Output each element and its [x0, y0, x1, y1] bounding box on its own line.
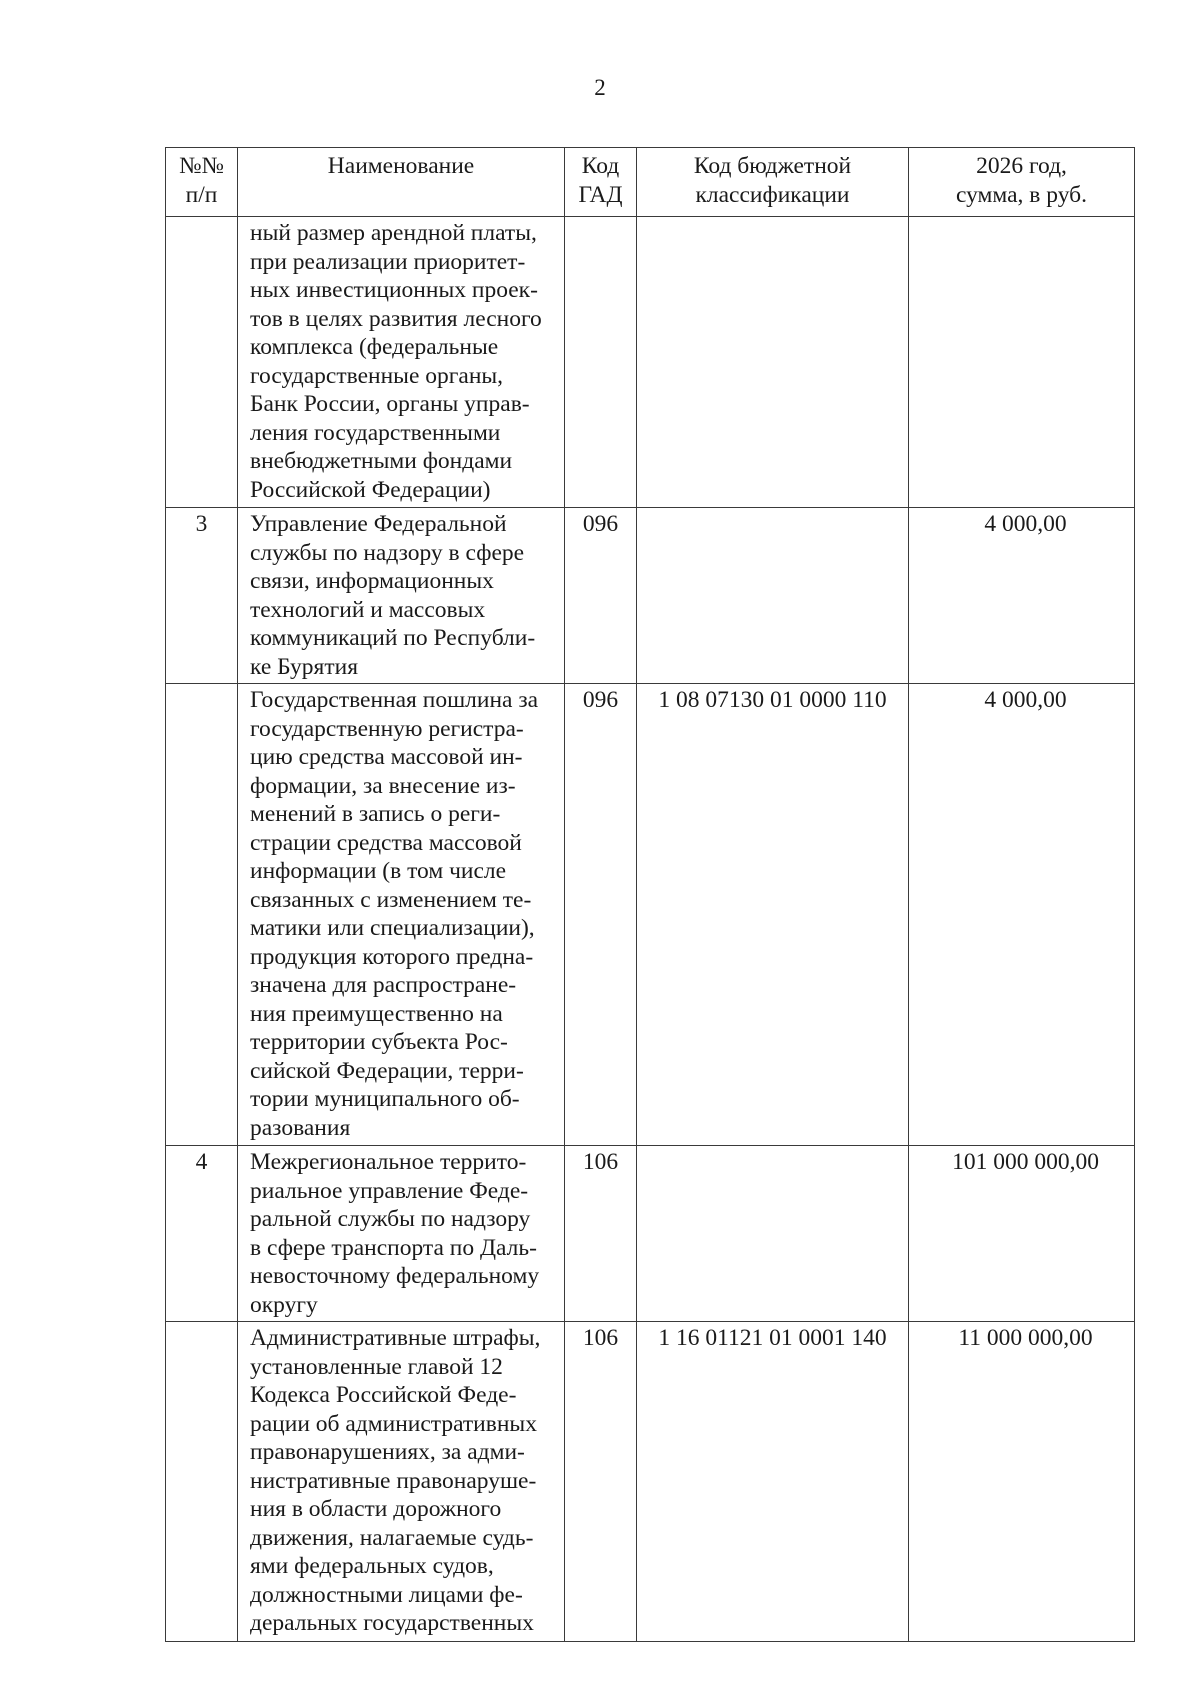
cell-name-line: деральных государственных [250, 1610, 534, 1636]
cell-name-line: ления государственными [250, 419, 501, 446]
table-header-row [166, 148, 1135, 217]
cell-name-line: матики или специализации), [250, 915, 535, 941]
cell-name-line: ями федеральных судов, [250, 1553, 494, 1579]
cell-gad: 096 [565, 684, 637, 1146]
header-gad-line: Код [581, 153, 620, 179]
cell-sum [909, 217, 1135, 508]
cell-kbk: 1 08 07130 01 0000 110 [637, 684, 909, 1146]
header-sum-line: 2026 год, [976, 153, 1067, 179]
cell-num: 4 [166, 1146, 238, 1322]
header-num-line: п/п [185, 181, 218, 208]
table-row [166, 508, 1135, 684]
cell-gad: 096 [565, 508, 637, 684]
cell-name-line: тории муниципального об- [250, 1086, 520, 1112]
cell-name-line: Межрегиональное террито- [250, 1149, 527, 1175]
cell-kbk [637, 217, 909, 508]
header-kbk-line: Код бюджетной [693, 153, 852, 179]
cell-num [166, 684, 238, 1146]
cell-name-line: нистративные правонаруше- [250, 1467, 537, 1494]
cell-name-line: ния преимущественно на [250, 1000, 503, 1027]
cell-sum: 4 000,00 [909, 684, 1135, 1146]
cell-name-line: связанных с изменением те- [250, 886, 532, 913]
cell-kbk [637, 1146, 909, 1322]
header-gad-line: ГАД [578, 181, 623, 208]
cell-gad [565, 217, 637, 508]
cell-sum: 11 000 000,00 [909, 1322, 1135, 1642]
cell-name-line: службы по надзору в сфере [250, 539, 525, 566]
cell-sum: 101 000 000,00 [909, 1146, 1135, 1322]
cell-name [238, 684, 565, 1146]
cell-name-line: ный размер арендной платы, [250, 220, 537, 246]
header-name [238, 148, 565, 217]
cell-name-line: должностными лицами фе- [250, 1581, 523, 1608]
cell-name-line: государственные органы, [250, 362, 504, 389]
cell-name-line: информации (в том числе [250, 858, 507, 884]
table-body [166, 217, 1135, 1642]
cell-name-line: сийской Федерации, терри- [250, 1057, 524, 1084]
cell-name-line: коммуникаций по Республи- [250, 625, 536, 651]
cell-name-line: Кодекса Российской Феде- [250, 1382, 517, 1408]
cell-name-line: страции средства массовой [250, 829, 522, 856]
cell-sum: 4 000,00 [909, 508, 1135, 684]
cell-name [238, 1322, 565, 1642]
cell-name-line: Банк России, органы управ- [250, 391, 530, 417]
cell-name-line: риальное управление Феде- [250, 1177, 529, 1204]
cell-name-line: округу [250, 1291, 318, 1318]
cell-name-line: ке Бурятия [250, 653, 359, 680]
table-row [166, 217, 1135, 508]
cell-name-line: в сфере транспорта по Даль- [250, 1234, 537, 1261]
cell-name-line: внебюджетными фондами [250, 448, 513, 474]
cell-name-line: менений в запись о реги- [250, 801, 501, 827]
cell-name-line: при реализации приоритет- [250, 248, 526, 275]
cell-name-line: невосточному федеральному [250, 1263, 540, 1289]
cell-name-line: цию средства массовой ин- [250, 744, 523, 770]
cell-name-line: технологий и массовых [250, 596, 486, 623]
header-kbk-line: классификации [695, 181, 850, 208]
header-sum [909, 148, 1135, 217]
table-row [166, 1322, 1135, 1642]
cell-name [238, 217, 565, 508]
cell-name-line: ных инвестиционных проек- [250, 277, 538, 303]
cell-name-line: ральной службы по надзору [250, 1206, 531, 1232]
page-number: 2 [594, 75, 606, 100]
cell-name-line: рации об административных [250, 1410, 537, 1437]
cell-name-line: Государственная пошлина за [250, 687, 539, 713]
cell-name-line: значена для распростране- [250, 972, 517, 998]
header-num [166, 148, 238, 217]
header-kbk [637, 148, 909, 217]
cell-name-line: формации, за внесение из- [250, 772, 516, 799]
cell-kbk: 1 16 01121 01 0001 140 [637, 1322, 909, 1642]
cell-name-line: тов в целях развития лесного [250, 305, 542, 332]
cell-gad: 106 [565, 1146, 637, 1322]
header-name-line: Наименование [327, 153, 475, 179]
header-num-line: №№ [179, 153, 224, 179]
header-gad [565, 148, 637, 217]
cell-name-line: движения, налагаемые судь- [250, 1524, 534, 1551]
table-row [166, 684, 1135, 1146]
cell-name-line: Административные штрафы, [250, 1325, 541, 1351]
cell-name-line: Управление Федеральной [250, 511, 507, 537]
cell-name-line: ния в области дорожного [250, 1496, 502, 1522]
cell-name [238, 508, 565, 684]
budget-table [165, 147, 1135, 1642]
cell-gad: 106 [565, 1322, 637, 1642]
cell-num [166, 1322, 238, 1642]
cell-name [238, 1146, 565, 1322]
cell-name-line: территории субъекта Рос- [250, 1029, 508, 1055]
cell-name-line: государственную регистра- [250, 715, 524, 742]
cell-num [166, 217, 238, 508]
cell-name-line: продукция которого предна- [250, 943, 534, 970]
header-sum-line: сумма, в руб. [955, 181, 1087, 208]
cell-name-line: Российской Федерации) [250, 476, 491, 503]
cell-kbk [637, 508, 909, 684]
table-row [166, 1146, 1135, 1322]
cell-name-line: комплекса (федеральные [250, 334, 499, 360]
cell-name-line: связи, информационных [250, 568, 494, 594]
cell-num: 3 [166, 508, 238, 684]
cell-name-line: правонарушениях, за адми- [250, 1439, 525, 1465]
cell-name-line: установленные главой 12 [250, 1353, 503, 1380]
cell-name-line: разования [250, 1114, 351, 1141]
